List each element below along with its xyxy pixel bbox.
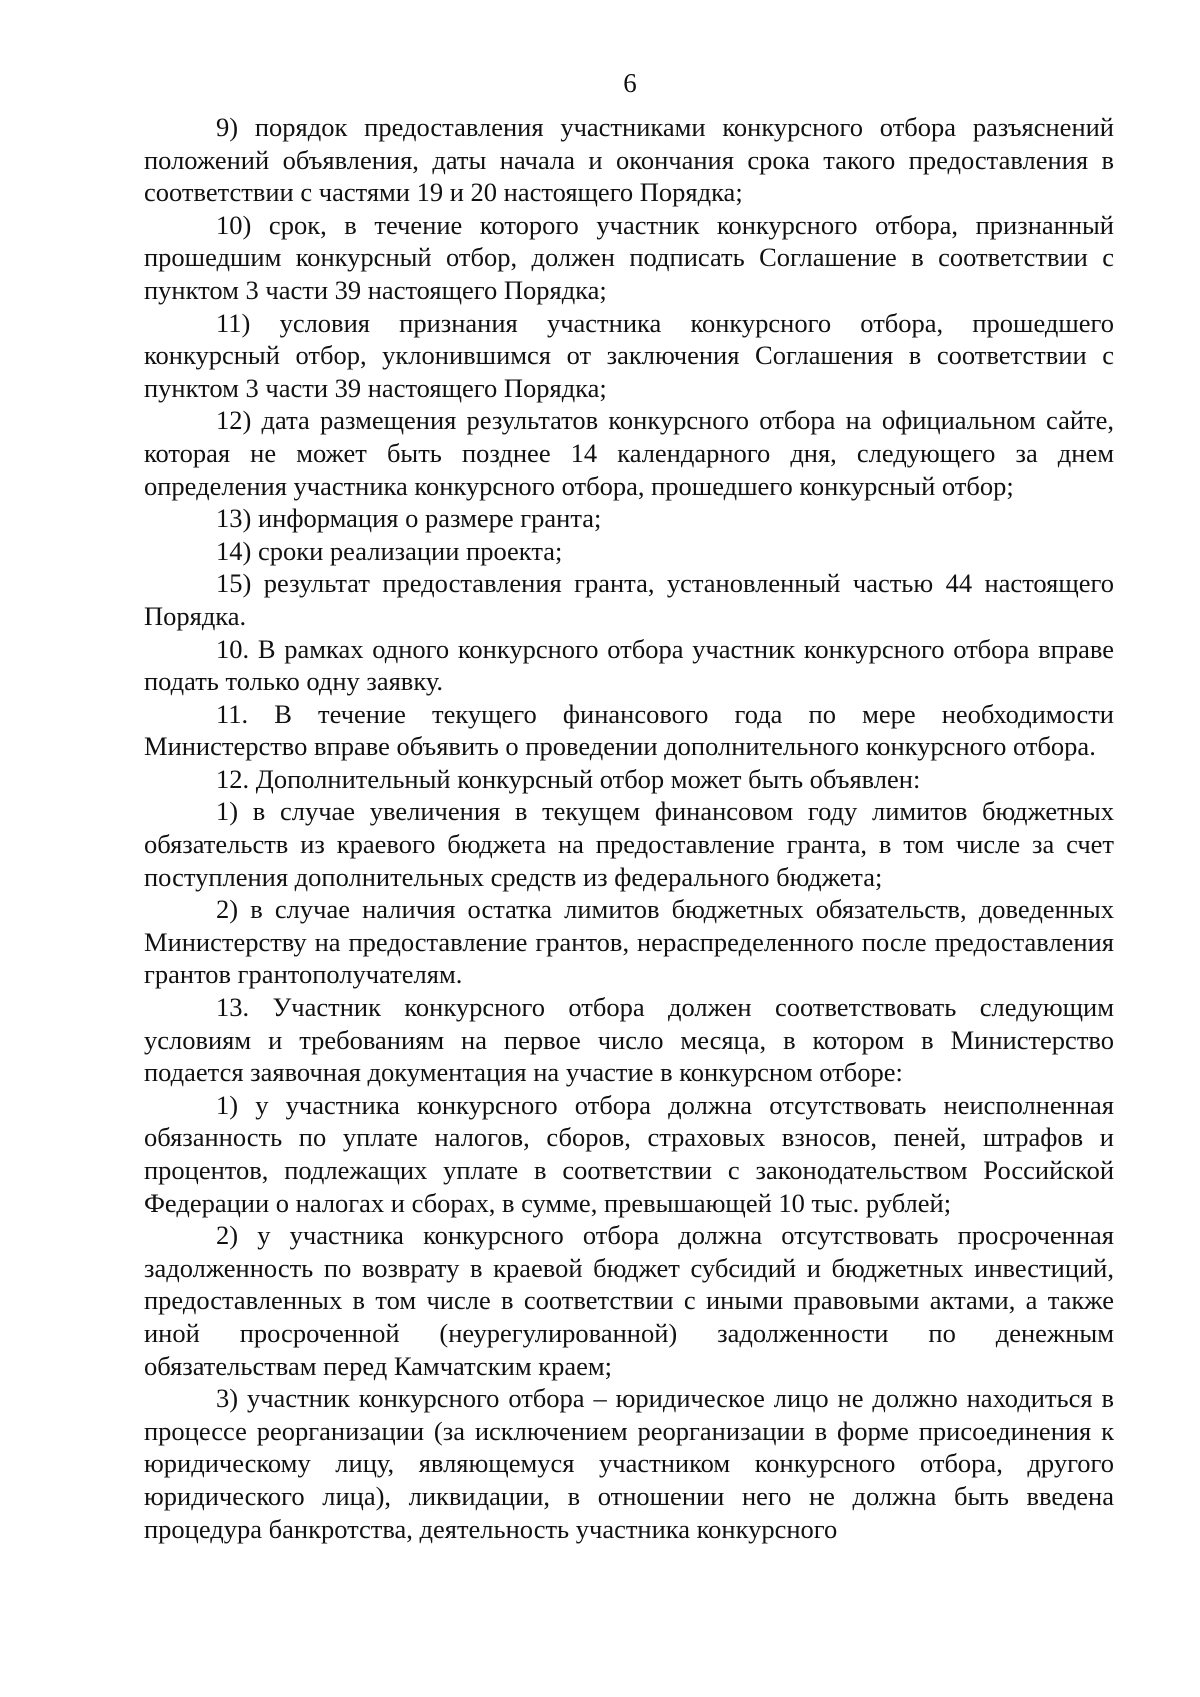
section-11: 11. В течение текущего финансового года по мере необходимости Министерство вправе объявить о проведении дополнительного конкурсного отбора.: [144, 698, 1114, 762]
section-12: 12. Дополнительный конкурсный отбор может быть объявлен:: [216, 763, 921, 794]
list-item-12: 12) дата размещения результатов конкурсного отбора на официальном сайте, которая не может быть позднее 14 календарного дня, следующего за днем определения участника конкурсного отбора, прошедшего конкурсный отбор;: [144, 405, 1114, 501]
page-number: 6: [623, 68, 637, 98]
section-12-item-1: 1) в случае увеличения в текущем финансовом году лимитов бюджетных обязательств из краевого бюджета на предоставление гранта, в том числе за счет поступления дополнительных средств из федерального бюджета;: [144, 796, 1114, 892]
list-item-10: 10) срок, в течение которого участник конкурсного отбора, признанный прошедшим конкурсный отбор, должен подписать Соглашение в соответствии с пунктом 3 части 39 настоящего Порядка;: [144, 209, 1114, 305]
document-body: [144, 111, 1114, 1545]
list-item-9: 9) порядок предоставления участниками конкурсного отбора разъяснений положений объявления, даты начала и окончания срока такого предоставления в соответствии с частями 19 и 20 настоящего Порядка;: [144, 112, 1114, 208]
list-item-14: 14) сроки реализации проекта;: [216, 535, 563, 566]
section-13: 13. Участник конкурсного отбора должен соответствовать следующим условиям и требованиям на первое число месяца, в котором в Министерство подается заявочная документация на участие в конкурсном отборе:: [144, 992, 1114, 1088]
section-13-item-3: 3) участник конкурсного отбора – юридическое лицо не должно находиться в процессе реорганизации (за исключением реорганизации в форме присоединения к юридическому лицу, являющемуся участником конкурсного отбора, другого юридического лица), ликвидации, в отношении него не должна быть введена процедура банкротства, деятельность участника конкурсного: [144, 1383, 1114, 1544]
section-12-item-2: 2) в случае наличия остатка лимитов бюджетных обязательств, доведенных Министерству на предоставление грантов, нераспределенного после предоставления грантов грантополучателям.: [144, 894, 1114, 990]
list-item-15: 15) результат предоставления гранта, установленный частью 44 настоящего Порядка.: [144, 568, 1114, 631]
section-13-item-1: 1) у участника конкурсного отбора должна отсутствовать неисполненная обязанность по уплате налогов, сборов, страховых взносов, пеней, штрафов и процентов, подлежащих уплате в соответствии с законодательством Российской Федерации о налогах и сборах, в сумме, превышающей 10 тыс. рублей;: [144, 1089, 1114, 1218]
section-10: 10. В рамках одного конкурсного отбора участник конкурсного отбора вправе подать только одну заявку.: [144, 633, 1114, 697]
list-item-13: 13) информация о размере гранта;: [216, 503, 602, 534]
list-item-11: 11) условия признания участника конкурсного отбора, прошедшего конкурсный отбор, уклонившимся от заключения Соглашения в соответствии с пунктом 3 части 39 настоящего Порядка;: [144, 307, 1114, 403]
section-13-item-2: 2) у участника конкурсного отбора должна отсутствовать просроченная задолженность по возврату в краевой бюджет субсидий и бюджетных инвестиций, предоставленных в том числе в соответствии с иными правовыми актами, а также иной просроченной (неурегулированной) задолженности по денежным обязательствам перед Камчатским краем;: [144, 1220, 1114, 1381]
